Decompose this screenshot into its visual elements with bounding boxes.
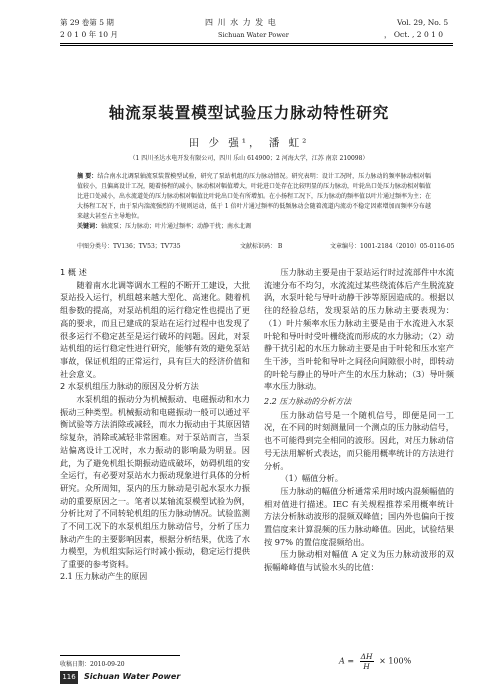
paragraph: 压力脉动相对幅值 A 定义为压力脉动波形的双振幅峰峰值与试验水头的比值：	[264, 549, 454, 573]
section-heading: 2 水泵机组压力脉动的原因及分析方法	[60, 381, 199, 392]
authors: 田 少 强¹， 潘 虹²	[188, 137, 310, 149]
formula-denominator: H	[363, 662, 370, 671]
formula-lhs: A =	[339, 656, 355, 666]
formula	[339, 652, 411, 671]
paragraph: 压力脉动主要是由于泵站运行时过流部件中水流流速分布不均匀，水流流过某些绕流体后产生脱流旋涡，水泵叶轮与导叶动静干涉等原因造成的。根据以往的经验总结，发现泵站的压力脉动主要表现为：（1）叶片频率水压力脉动主要是由于水流进入水泵叶轮和导叶时受叶栅绕流而形成的水力脉动；（2）动静干扰引起的水压力脉动主要是由于叶轮和压水室产生干涉，当叶轮和导叶之间径向间隙很小时，即转动的叶轮与静止的导叶产生的水压力脉动；（3）导叶频率水压力脉动。	[264, 267, 454, 392]
subsection-heading: 2.2 压力脉动的分析方法	[264, 397, 352, 407]
abstract-label: 摘 要：	[77, 173, 98, 180]
page-footer	[60, 671, 260, 685]
right-column	[264, 266, 454, 574]
page-number: 116	[60, 671, 78, 684]
keywords: 轴流泵；压力脉动；叶片通过频率；动静干扰；南水北调	[101, 223, 252, 230]
formula-fraction	[360, 652, 374, 671]
keywords-label: 关键词：	[77, 223, 102, 230]
header-rule	[60, 43, 453, 44]
abstract-text: 结合南水北调泵轴流泵装置模型试验，研究了泵站机组的压力脉动情况。研究表明：设计工况时，压力脉动的频率脉动相对幅值较小，且偏离设计工况，随着扬程的减小，脉动相对幅值增大，叶轮进口处存在比较明显的压力脉动，叶轮出口处压力脉动相对幅值比进口处减小，出水流道处的压力脉动相对幅值比叶轮出口处有所增加。在小扬程工况下，压力脉动的频率值以叶片通过频率为主；在大扬程工况下，由于泵内湍流强烈的不规则运动，低于 1 倍叶片通过频率的低频脉动会随着流道内流动不稳定因素增加而频率分布越来越大甚至占主导地位。	[77, 173, 432, 220]
formula-rhs: × 100%	[379, 656, 412, 666]
paragraph: 水泵机组的振动分为机械振动、电磁振动和水力振动三种类型。机械振动和电磁振动一般可以通过平衡试验等方法消除或减轻，而水力振动由于其原因错综复杂，消除或减轻非常困难。对于泵站而言，当泵站偏离设计工况时，水力振动的影响最为明显。因此，为了避免机组长期振动造成破坏，妨碍机组的安全运行，有必要对泵站水力振动现象进行具体的分析研究。众所周知，泵内的压力脉动是引起水泵水力振动的重要原因之一。笔者以某轴流泵模型试验为例，分析比对了不同转轮机组的压力脉动情况。试验监测了不同工况下的水泵机组压力脉动信号，分析了压力脉动产生的主要影响因素，根据分析结果，优选了水力模型，为机组实际运行时减小振动，稳定运行提供了重要的参考资料。	[60, 394, 250, 570]
journal-name-en: Sichuan Water Power	[218, 31, 289, 39]
paragraph: 随着南水北调等调水工程的不断开工建设，大批泵站投入运行，机组越来越大型化、高速化。随着机组参数的提高，对泵站机组的运行稳定性也提出了更高的要求，而且已建成的泵站在运行过程中也发现了很多运行不稳定甚至是运行破坏的问题。因此，对泵站机组的运行稳定性进行研究，能够有效的避免泵站事故，保证机组的正常运行，具有巨大的经济价值和社会意义。	[60, 279, 250, 379]
formula-numerator: ΔH	[360, 652, 373, 661]
affiliation: （1 四川圣达水电开发有限公司，四川 乐山 614900；2 河海大学，江苏 南京 210098）	[129, 155, 369, 162]
received-date: 收稿日期：2010-09-20	[60, 661, 125, 668]
paragraph: 压力脉动的幅值分析通常采用时域内混频幅值的相对值进行描述。IEC 有关规程推荐采用概率统计方法分析脉动波形的混频双峰值；国内外也偏向于按置信度来计算混频的压力脉动峰值。因此，试验结果按 97% 的置信度混频给出。	[264, 485, 454, 547]
paragraph: 压力脉动信号是一个随机信号，即便是同一工况，在不同的时刻测量同一个测点的压力脉动信号，也不可能得到完全相同的波形。因此，对压力脉动信号无法用解析式表达，而只能用概率统计的方法进行分析。	[264, 409, 454, 471]
volume-issue-cn: 第 29 卷第 5 期	[60, 18, 114, 27]
journal-name-cn: 四 川 水 力 发 电	[205, 18, 277, 27]
left-column	[60, 266, 250, 584]
document-code: 文献标识码： B	[240, 243, 283, 250]
article-number: 文章编号：1001-2184（2010）05-0116-05	[330, 243, 455, 250]
subsection-heading: 2.1 压力脉动产生的原因	[60, 571, 148, 581]
section-heading: 1 概 述	[60, 267, 87, 277]
footer-journal-name: Sichuan Water Power	[84, 672, 181, 681]
volume-issue-en: Vol. 29, No. 5	[397, 18, 449, 27]
article-title: 轴流泵装置模型试验压力脉动特性研究	[108, 104, 390, 122]
abstract	[77, 172, 431, 232]
header-rule-thin	[60, 45, 453, 46]
date-en: ， Oct. , 2 0 1 0	[384, 30, 444, 39]
footnote-rule	[60, 655, 180, 656]
clc-number: 中图分类号：TV136；TV53；TV735	[77, 243, 181, 250]
paragraph: （1）幅值分析。	[280, 473, 343, 484]
date-cn: 2 0 1 0 年 10 月	[60, 30, 118, 39]
